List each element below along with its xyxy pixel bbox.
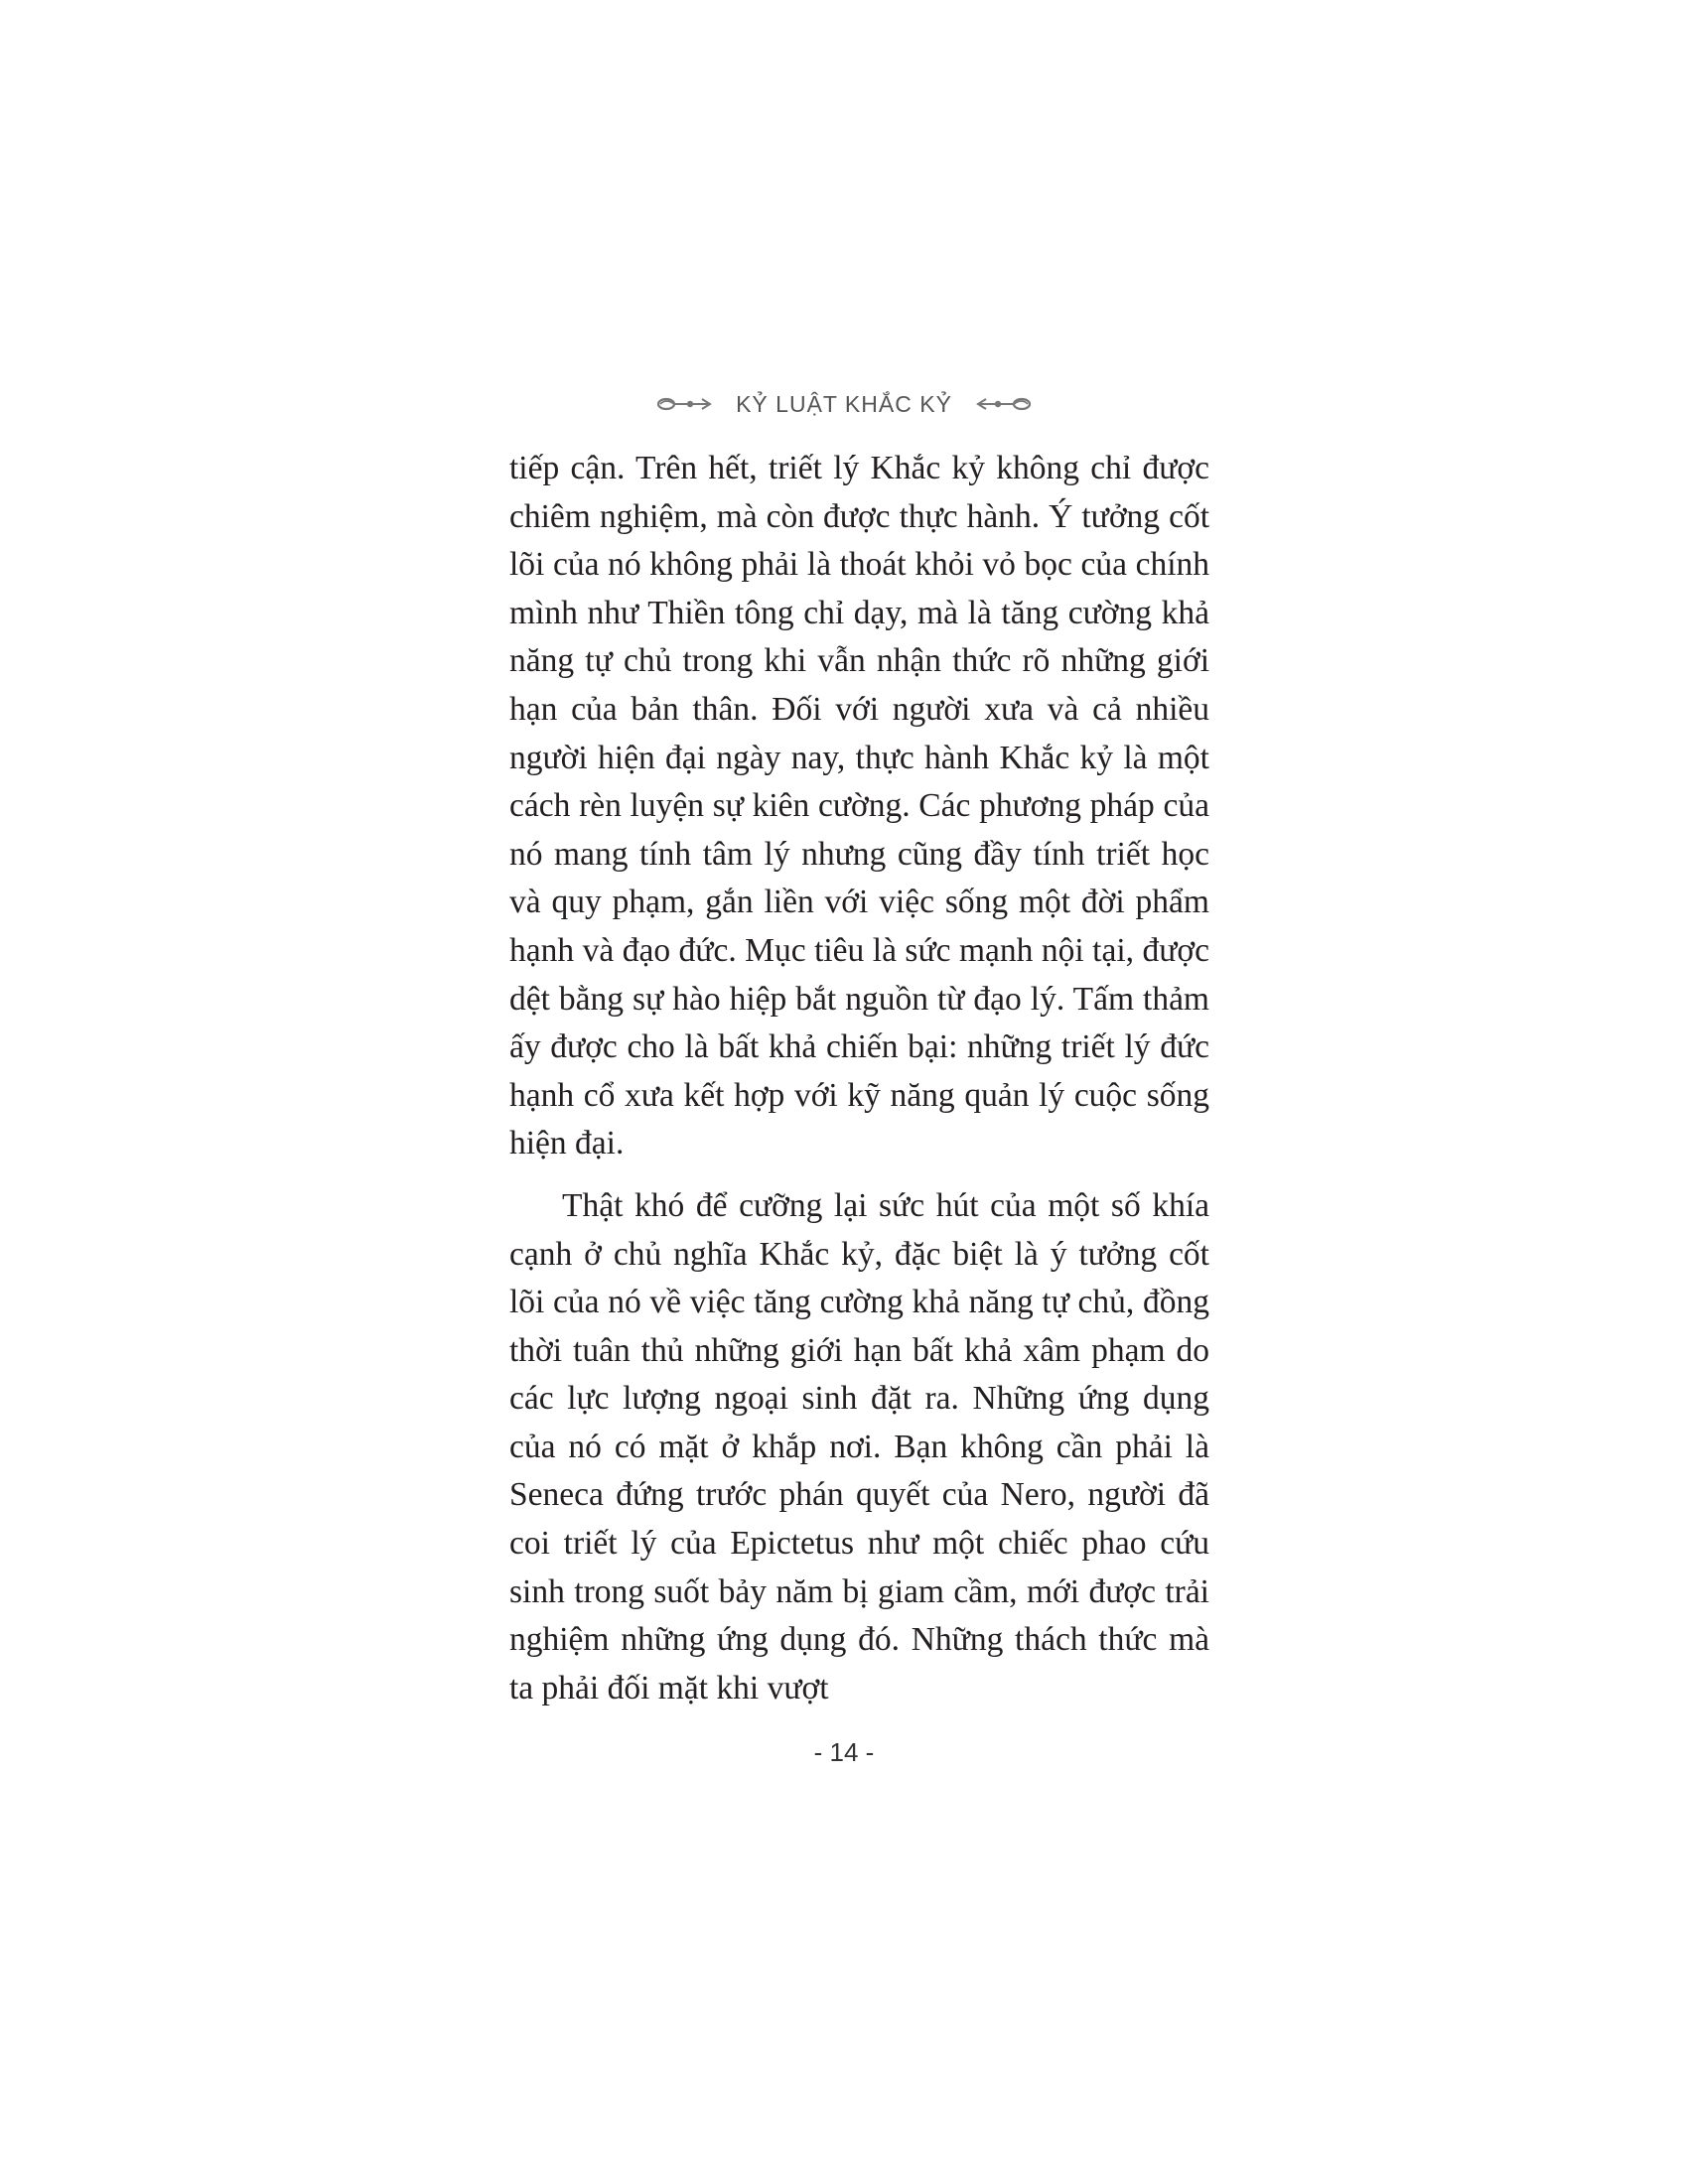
header-title: KỶ LUẬT KHẮC KỶ <box>736 390 952 417</box>
running-header <box>0 384 1688 424</box>
scroll-ornament-right-icon <box>970 394 1032 414</box>
paragraph-1: tiếp cận. Trên hết, triết lý Khắc kỷ không chỉ được chiêm nghiệm, mà còn được thực hành. Ý tưởng cốt lõi của nó không phải là thoát khỏi vỏ bọc của chính mình như Thiền tông chỉ dạy, mà là tăng cường khả năng tự chủ trong khi vẫn nhận thức rõ những giới hạn của bản thân. Đối với người xưa và cả nhiều người hiện đại ngày nay, thực hành Khắc kỷ là một cách rèn luyện sự kiên cường. Các phương pháp của nó mang tính tâm lý nhưng cũng đầy tính triết học và quy phạm, gắn liền với việc sống một đời phẩm hạnh và đạo đức. Mục tiêu là sức mạnh nội tại, được dệt bằng sự hào hiệp bắt nguồn từ đạo lý. Tấm thảm ấy được cho là bất khả chiến bại: những triết lý đức hạnh cổ xưa kết hợp với kỹ năng quản lý cuộc sống hiện đại. <box>509 450 1209 1162</box>
body-text <box>509 445 1209 1712</box>
scroll-ornament-left-icon <box>656 394 718 414</box>
paragraph-2: Thật khó để cưỡng lại sức hút của một số khía cạnh ở chủ nghĩa Khắc kỷ, đặc biệt là ý tưởng cốt lõi của nó về việc tăng cường khả năng tự chủ, đồng thời tuân thủ những giới hạn bất khả xâm phạm do các lực lượng ngoại sinh đặt ra. Những ứng dụng của nó có mặt ở khắp nơi. Bạn không cần phải là Seneca đứng trước phán quyết của Nero, người đã coi triết lý của Epictetus như một chiếc phao cứu sinh trong suốt bảy năm bị giam cầm, mới được trải nghiệm những ứng dụng đó. Những thách thức mà ta phải đối mặt khi vượt <box>509 1186 1209 1706</box>
page-number: - 14 - <box>813 1737 875 1767</box>
